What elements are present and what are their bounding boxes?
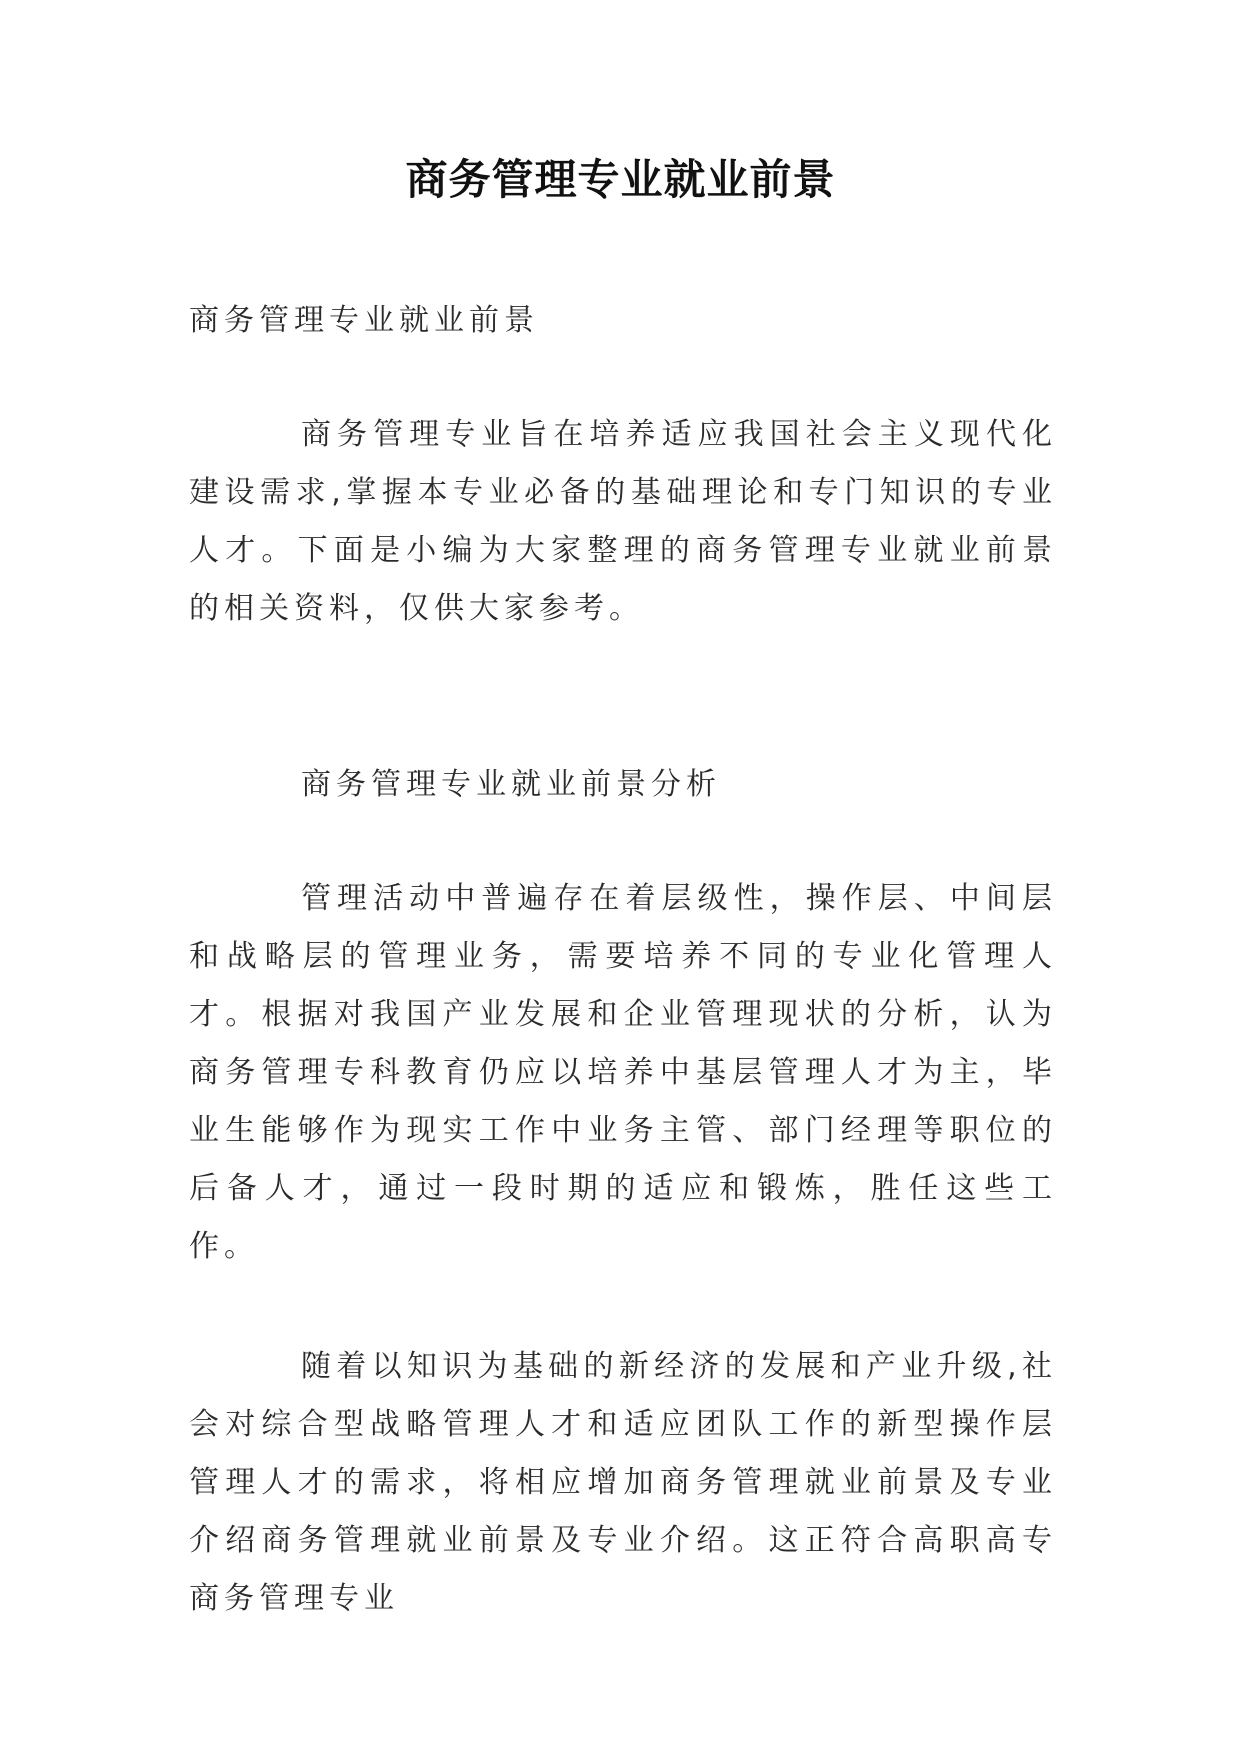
demand-paragraph-text: 随着以知识为基础的新经济的发展和产业升级,社会对综合型战略管理人才和适应团队工作的新型操作层管理人才的需求，将相应增加商务管理就业前景及专业介绍商务管理就业前景及专业介绍。这正符合高职高专商务管理专业 xyxy=(189,1349,1057,1616)
subtitle-text: 商务管理专业就业前景 xyxy=(189,303,539,338)
section-heading-text: 商务管理专业就业前景分析 xyxy=(301,767,721,802)
analysis-paragraph-text: 管理活动中普遍存在着层级性，操作层、中间层和战略层的管理业务，需要培养不同的专业化管理人才。根据对我国产业发展和企业管理现状的分析，认为商务管理专科教育仍应以培养中基层管理人才为主，毕业生能够作为现实工作中业务主管、部门经理等职位的后备人才，通过一段时期的适应和锻炼，胜任这些工作。 xyxy=(189,881,1057,1264)
demand-paragraph xyxy=(189,1338,1057,1628)
section-heading xyxy=(189,756,1057,814)
document-subtitle xyxy=(189,292,1057,350)
analysis-paragraph xyxy=(189,870,1057,1276)
document-title: 商务管理专业就业前景 xyxy=(405,155,836,204)
intro-paragraph-text: 商务管理专业旨在培养适应我国社会主义现代化建设需求,掌握本专业必备的基础理论和专门知识的专业人才。下面是小编为大家整理的商务管理专业就业前景的相关资料，仅供大家参考。 xyxy=(189,417,1057,626)
intro-paragraph xyxy=(189,406,1057,638)
